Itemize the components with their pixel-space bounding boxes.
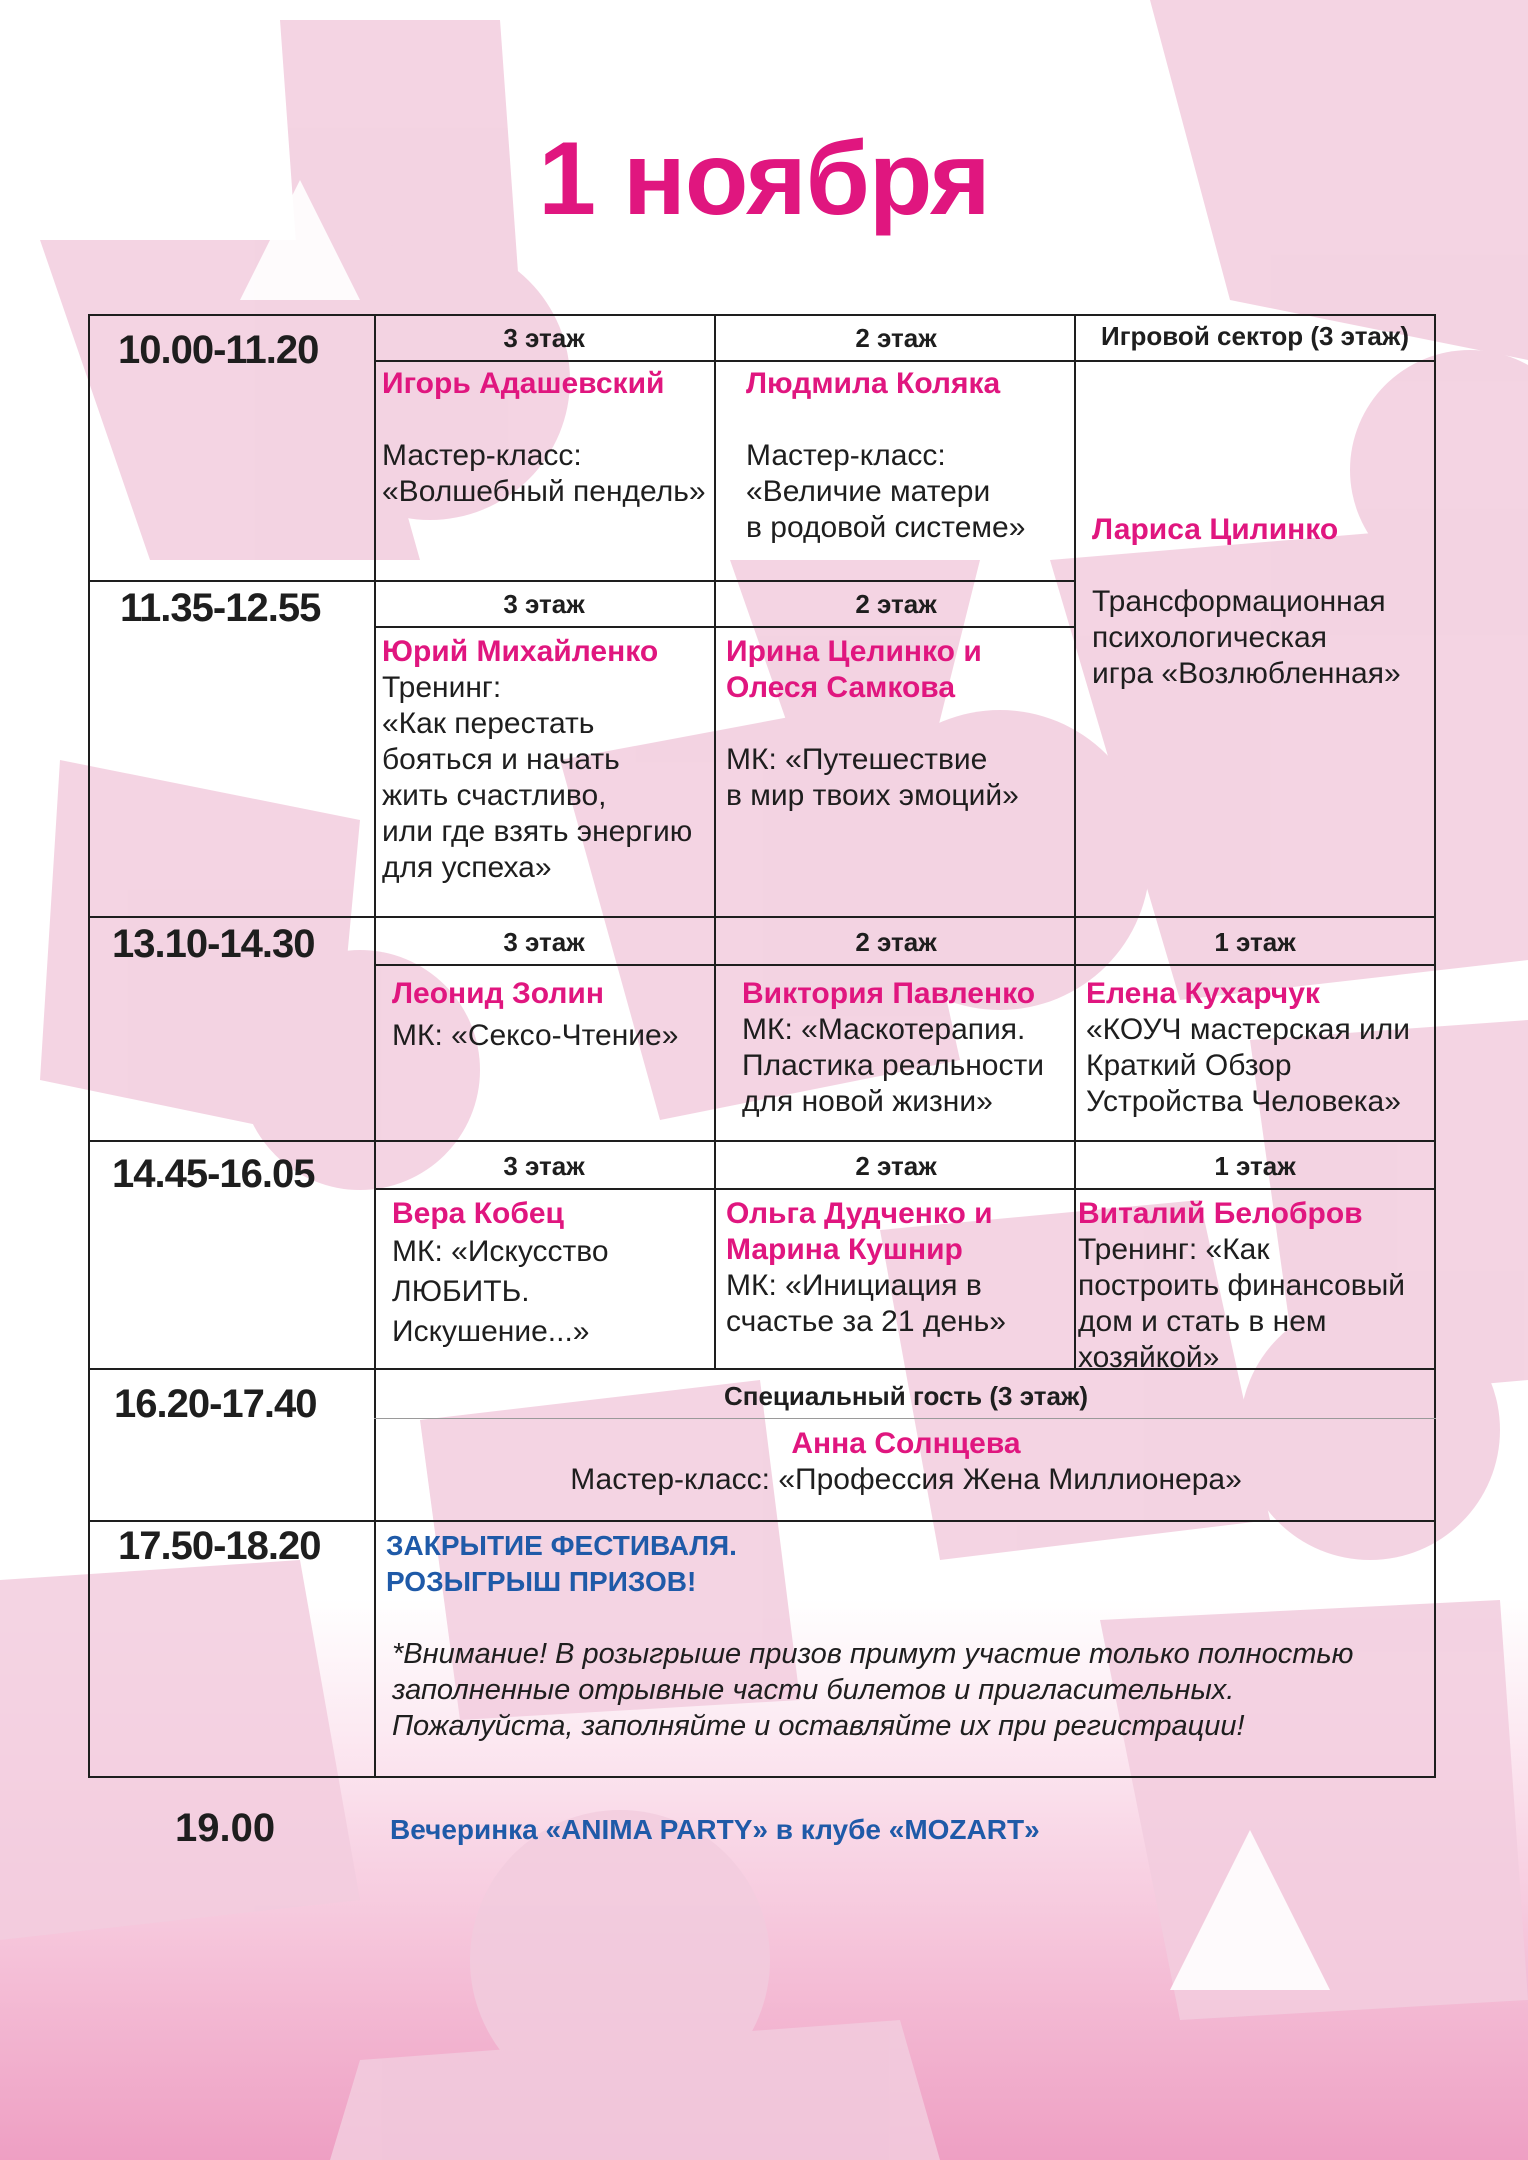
speaker-name: Людмила Коляка — [746, 367, 1001, 400]
floor-header: 3 этаж — [503, 1151, 585, 1181]
speaker-name: Ирина Целинко и Олеся Самкова — [726, 635, 982, 704]
floor-header: 2 этаж — [855, 927, 937, 957]
session-description: МК: «Сексо-Чтение» — [392, 1019, 679, 1052]
time-slot-3: 13.10-14.30 — [112, 922, 315, 966]
session-cell — [1086, 976, 1436, 1120]
game-sector-header: Игровой сектор (3 этаж) — [1101, 321, 1409, 351]
page-title: 1 ноября — [538, 121, 990, 237]
header-underline — [374, 964, 1436, 966]
session-description: МК: «Путешествие в мир твоих эмоций» — [726, 743, 1019, 812]
party-description: Вечеринка «ANIMA PARTY» в клубе «MOZART» — [390, 1814, 1040, 1845]
speaker-name: Игорь Адашевский — [382, 367, 665, 400]
session-cell — [746, 366, 1076, 546]
table-border-right-lower — [1434, 1520, 1436, 1778]
speaker-name: Виктория Павленко — [742, 977, 1036, 1010]
session-cell — [1078, 1196, 1436, 1376]
time-slot-6: 17.50-18.20 — [118, 1524, 321, 1568]
header-underline — [374, 1418, 1436, 1419]
speaker-name: Ольга Дудченко и Марина Кушнир — [726, 1197, 993, 1266]
speaker-name: Анна Солнцева — [791, 1427, 1021, 1460]
row-divider — [88, 1140, 1436, 1142]
party-time: 19.00 — [175, 1806, 276, 1850]
table-border-left — [88, 314, 90, 1778]
session-cell — [392, 976, 722, 1054]
session-cell — [742, 976, 1078, 1120]
floor-header: 3 этаж — [503, 323, 585, 353]
header-underline — [374, 626, 1074, 628]
special-guest-header: Специальный гость (3 этаж) — [723, 1381, 1089, 1411]
time-column-divider — [374, 314, 376, 1778]
row-divider — [88, 1520, 1436, 1522]
session-description: Мастер-класс: «Величие матери в родовой системе» — [746, 439, 1026, 544]
floor-header: 3 этаж — [503, 927, 585, 957]
speaker-name: Елена Кухарчук — [1086, 977, 1320, 1010]
speaker-name: Вера Кобец — [392, 1197, 564, 1230]
session-cell — [726, 1196, 1076, 1340]
session-cell — [392, 1196, 722, 1352]
session-description: Мастер-класс: «Волшебный пендель» — [382, 439, 706, 508]
header-underline — [374, 1188, 1436, 1190]
header-underline — [374, 360, 1436, 362]
session-description: МК: «Искусство ЛЮБИТЬ. Искушение...» — [392, 1235, 609, 1348]
speaker-name: Лариса Цилинко — [1092, 513, 1339, 546]
session-cell — [726, 634, 1076, 814]
session-cell — [382, 634, 722, 886]
closing-title: ЗАКРЫТИЕ ФЕСТИВАЛЯ. РОЗЫГРЫШ ПРИЗОВ! — [386, 1530, 737, 1597]
session-description: Тренинг: «Как перестать бояться и начать жить счастливо, или где взять энергию для успеха» — [382, 671, 693, 884]
session-description: Трансформационная психологическая игра «Возлюбленная» — [1092, 585, 1401, 690]
table-border-bottom — [88, 1776, 1436, 1778]
prize-notice: *Внимание! В розыгрыше призов примут участие только полностью заполненные отрывные части билетов и пригласительных. Пожалуйста, заполняйте и оставляйте их при регистрации! — [392, 1638, 1354, 1742]
row-divider — [88, 916, 1436, 918]
time-slot-5: 16.20-17.40 — [114, 1382, 317, 1426]
session-description: «КОУЧ мастерская или Краткий Обзор Устройства Человека» — [1086, 1013, 1411, 1118]
floor-header: 1 этаж — [1214, 1151, 1296, 1181]
speaker-name: Юрий Михайленко — [382, 635, 659, 668]
session-cell — [382, 366, 722, 510]
session-description: Мастер-класс: «Профессия Жена Миллионера» — [570, 1463, 1242, 1496]
session-description: МК: «Инициация в счастье за 21 день» — [726, 1269, 1006, 1338]
floor-header: 2 этаж — [855, 1151, 937, 1181]
floor-header: 3 этаж — [503, 589, 585, 619]
time-slot-1: 10.00-11.20 — [118, 328, 319, 372]
time-slot-2: 11.35-12.55 — [120, 586, 321, 630]
session-description: Тренинг: «Как построить финансовый дом и стать в нем хозяйкой» — [1078, 1233, 1406, 1374]
speaker-name: Леонид Золин — [392, 977, 604, 1010]
session-description: МК: «Маскотерапия. Пластика реальности для новой жизни» — [742, 1013, 1044, 1118]
floor-header: 1 этаж — [1214, 927, 1296, 957]
speaker-name: Виталий Белобров — [1078, 1197, 1363, 1230]
time-slot-4: 14.45-16.05 — [112, 1152, 315, 1196]
game-sector-cell — [1092, 512, 1432, 692]
special-guest-cell — [376, 1426, 1436, 1498]
floor-header: 2 этаж — [855, 589, 937, 619]
floor-header: 2 этаж — [855, 323, 937, 353]
